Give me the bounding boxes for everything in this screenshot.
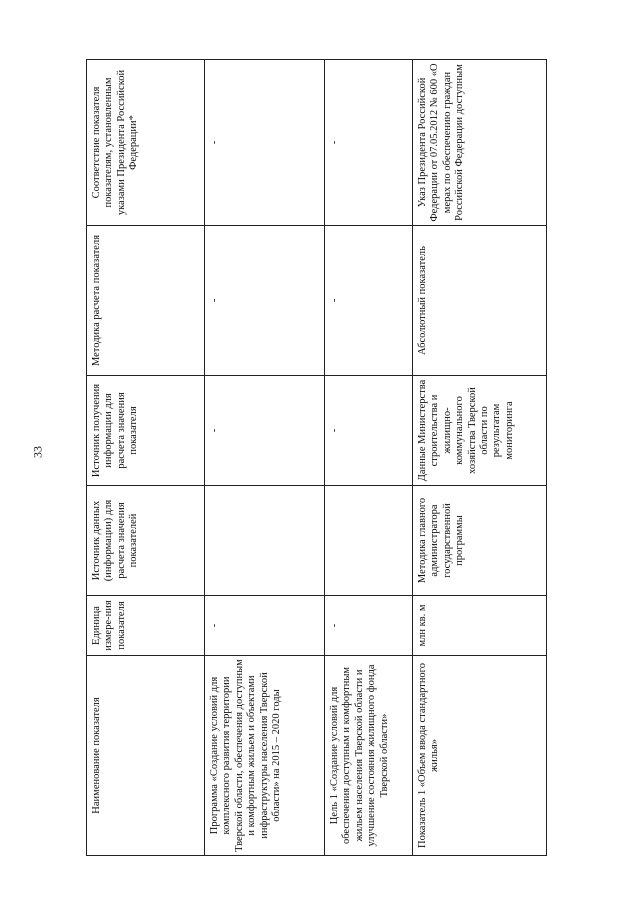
indicators-table bbox=[86, 59, 547, 856]
cell-unit: - bbox=[205, 596, 325, 656]
page-number: 33 bbox=[30, 446, 45, 458]
table-row bbox=[205, 60, 325, 856]
cell-data-source: Методика главного администратора государственной программы bbox=[413, 486, 547, 596]
cell-info-source: - bbox=[325, 376, 413, 486]
table-header-row bbox=[87, 60, 205, 856]
cell-method: - bbox=[325, 226, 413, 376]
header-data-source: Источник данных (информации) для расчета значения показателей bbox=[87, 486, 205, 596]
header-info-source: Источник получения информации для расчета значения показателя bbox=[87, 376, 205, 486]
header-decree-compliance: Соответствие показателя показателям, установленным указами Президента Российской Федерации* bbox=[87, 60, 205, 226]
cell-indicator-name: Показатель 1 «Объем ввода стандартного жилья» bbox=[413, 656, 547, 856]
cell-indicator-name: Цель 1 «Создание условий для обеспечения доступным и комфортным жильем населения Тверской области и улучшение состояния жилищного фонда Тверской области» bbox=[325, 656, 413, 856]
cell-decree-compliance: - bbox=[325, 60, 413, 226]
cell-decree-compliance: Указ Президента Российской Федерации от 07.05.2012 № 600 «О мерах по обеспечению граждан Российской Федерации доступным bbox=[413, 60, 547, 226]
cell-indicator-name: Программа «Создание условий для комплексного развития территории Тверской области, обеспечения доступным и комфортным жильем и объектами инфраструктуры населения Тверской области» на 2015 – 2020 годы bbox=[205, 656, 325, 856]
indicators-table-wrapper bbox=[86, 60, 546, 856]
table-row bbox=[325, 60, 413, 856]
header-indicator-name: Наименование показателя bbox=[87, 656, 205, 856]
cell-info-source: - bbox=[205, 376, 325, 486]
cell-info-source: Данные Министерства строительства и жилищно-коммунального хозяйства Тверской области по результатам мониторинга bbox=[413, 376, 547, 486]
header-unit: Единица измере-ния показателя bbox=[87, 596, 205, 656]
cell-data-source bbox=[325, 486, 413, 596]
header-method: Методика расчета показателя bbox=[87, 226, 205, 376]
cell-method: - bbox=[205, 226, 325, 376]
cell-unit: - bbox=[325, 596, 413, 656]
cell-data-source bbox=[205, 486, 325, 596]
cell-decree-compliance: - bbox=[205, 60, 325, 226]
cell-unit: млн кв. м bbox=[413, 596, 547, 656]
table-row bbox=[413, 60, 547, 856]
cell-method: Абсолютный показатель bbox=[413, 226, 547, 376]
